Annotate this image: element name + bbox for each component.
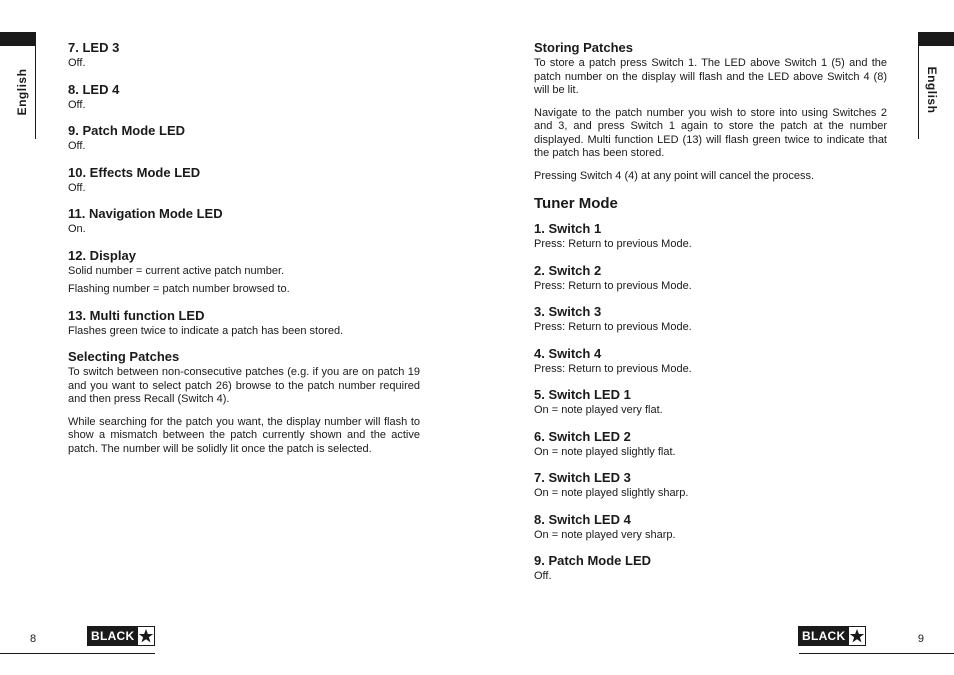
tuner-mode-heading: Tuner Mode bbox=[534, 195, 618, 212]
language-tab-rule bbox=[918, 46, 919, 139]
language-tab-bar bbox=[0, 32, 36, 46]
section-switch-led-4 bbox=[534, 512, 887, 543]
section-body: Press: Return to previous Mode. bbox=[534, 238, 692, 250]
brand-logo bbox=[798, 626, 866, 646]
page-number: 9 bbox=[917, 633, 924, 645]
brand-logo-text: BLACK bbox=[799, 627, 849, 645]
section-heading: 8. LED 4 bbox=[68, 81, 120, 97]
section-heading: Selecting Patches bbox=[68, 349, 180, 364]
section-switch-led-3 bbox=[534, 470, 887, 501]
section-body: On = note played slightly sharp. bbox=[534, 487, 689, 499]
language-tab-label: English bbox=[925, 66, 939, 114]
language-tab-label: English bbox=[15, 68, 29, 116]
footer-rule bbox=[799, 653, 954, 654]
right-page bbox=[477, 0, 954, 675]
section-patch-mode-led bbox=[68, 123, 420, 154]
section-body: While searching for the patch you want, the display number will flash to show a mismatch between the patch currently shown and the active patch. The number will be solidly lit once the patch is selected. bbox=[68, 415, 420, 455]
left-content-column bbox=[68, 40, 420, 467]
language-tab-rule bbox=[35, 46, 36, 139]
section-switch-4 bbox=[534, 346, 887, 377]
brand-logo-text: BLACK bbox=[88, 627, 138, 645]
section-body: Solid number = current active patch number. bbox=[68, 264, 285, 277]
section-switch-led-2 bbox=[534, 429, 887, 460]
section-heading: 5. Switch LED 1 bbox=[534, 387, 631, 402]
section-body: Off. bbox=[68, 140, 86, 152]
section-switch-led-1 bbox=[534, 387, 887, 418]
section-body: Flashes green twice to indicate a patch has been stored. bbox=[68, 324, 344, 337]
section-heading: 10. Effects Mode LED bbox=[68, 164, 201, 180]
section-body: To switch between non-consecutive patches (e.g. if you are on patch 19 and you want to select patch 26) browse to the patch number required and then press Recall (Switch 4). bbox=[68, 366, 420, 405]
section-heading: 1. Switch 1 bbox=[534, 221, 602, 236]
section-switch-3 bbox=[534, 304, 887, 335]
section-heading: 7. Switch LED 3 bbox=[534, 470, 631, 485]
star-icon bbox=[849, 627, 866, 645]
section-led-3 bbox=[68, 40, 420, 71]
right-content-column bbox=[534, 40, 887, 595]
section-patch-mode-led-tuner bbox=[534, 553, 887, 584]
star-icon bbox=[138, 627, 155, 645]
section-body: Pressing Switch 4 (4) at any point will cancel the process. bbox=[534, 169, 815, 182]
section-body: Flashing number = patch number browsed to. bbox=[68, 283, 290, 295]
section-body: Off. bbox=[68, 98, 86, 111]
section-body: On = note played very flat. bbox=[534, 404, 663, 416]
section-heading: 3. Switch 3 bbox=[534, 304, 602, 319]
section-display bbox=[68, 248, 420, 297]
language-tab-bar bbox=[918, 32, 954, 46]
section-switch-1 bbox=[534, 221, 887, 252]
section-led-4 bbox=[68, 82, 420, 113]
section-switch-2 bbox=[534, 263, 887, 294]
section-body: On. bbox=[68, 223, 86, 235]
section-heading: 12. Display bbox=[68, 247, 136, 263]
section-heading: 7. LED 3 bbox=[68, 40, 120, 55]
page-number: 8 bbox=[30, 633, 37, 645]
section-body: On = note played very sharp. bbox=[534, 528, 676, 541]
section-body: To store a patch press Switch 1. The LED above Switch 1 (5) and the patch number on the display will flash and the LED above Switch 4 (8) will be lit. bbox=[534, 57, 887, 96]
section-effects-mode-led bbox=[68, 165, 420, 196]
section-body: Off. bbox=[68, 181, 86, 194]
section-heading: 6. Switch LED 2 bbox=[534, 428, 631, 444]
section-body: Navigate to the patch number you wish to store into using Switches 2 and 3, and press Switch 1 again to store the patch at the number displayed. Multi function LED (13) will flash green twice to indicate that the patch has been stored. bbox=[534, 106, 887, 159]
section-selecting-patches bbox=[68, 349, 420, 456]
section-body: Off. bbox=[68, 57, 86, 69]
section-body: On = note played slightly flat. bbox=[534, 445, 676, 458]
section-body: Press: Return to previous Mode. bbox=[534, 362, 692, 375]
section-body: Press: Return to previous Mode. bbox=[534, 279, 692, 292]
brand-logo bbox=[87, 626, 155, 646]
section-heading: 9. Patch Mode LED bbox=[68, 123, 186, 138]
section-storing-patches bbox=[534, 40, 887, 183]
section-body: Press: Return to previous Mode. bbox=[534, 321, 692, 333]
section-heading: 2. Switch 2 bbox=[534, 262, 602, 278]
section-heading: 8. Switch LED 4 bbox=[534, 511, 631, 527]
section-navigation-mode-led bbox=[68, 206, 420, 237]
section-heading: Storing Patches bbox=[534, 40, 633, 55]
section-heading: 4. Switch 4 bbox=[534, 345, 602, 361]
footer-rule bbox=[0, 653, 155, 654]
section-heading: 9. Patch Mode LED bbox=[534, 553, 652, 568]
section-heading: 13. Multi function LED bbox=[68, 307, 205, 323]
section-heading: 11. Navigation Mode LED bbox=[68, 206, 223, 221]
section-multi-function-led bbox=[68, 308, 420, 339]
section-body: Off. bbox=[534, 570, 552, 582]
